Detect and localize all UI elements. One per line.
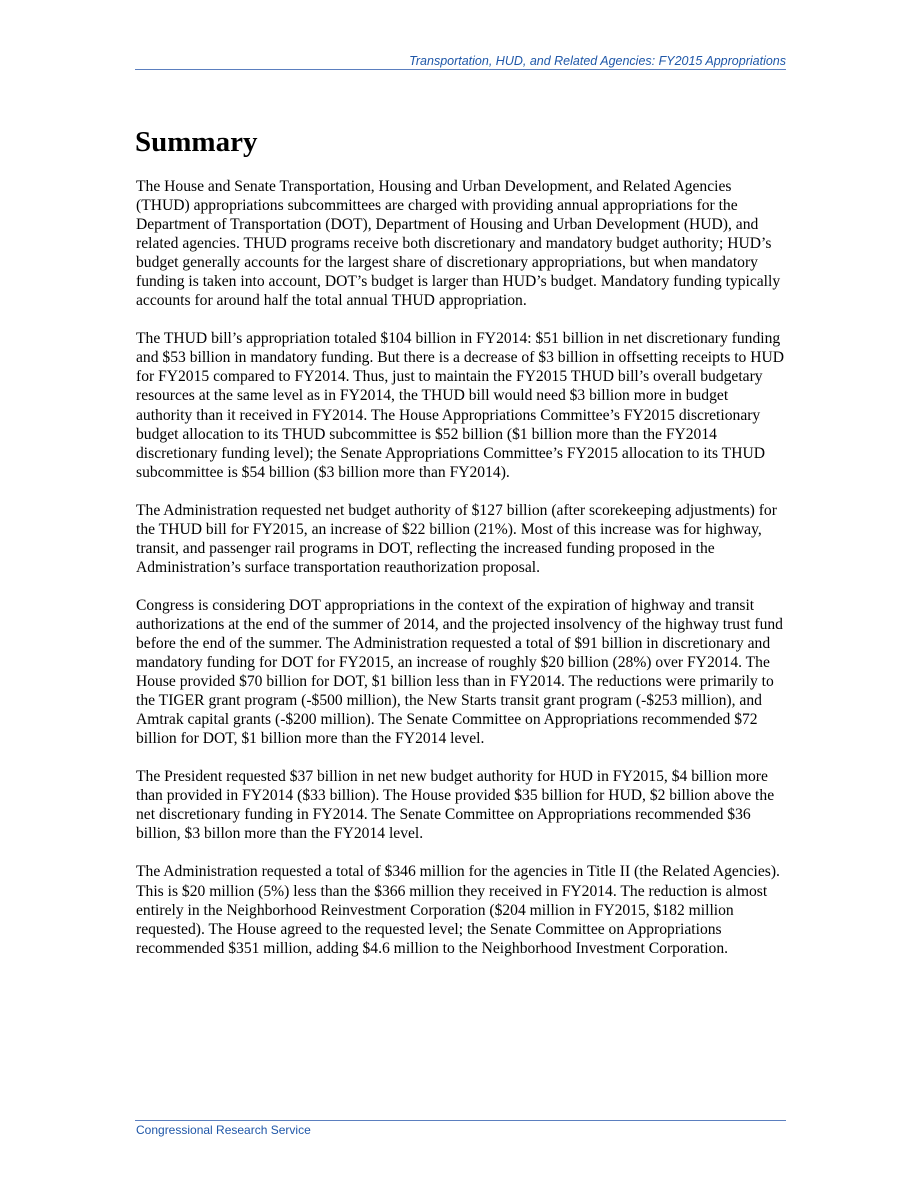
paragraph: Congress is considering DOT appropriations in the context of the expiration of highway and transit authorizations at the end of the summer of 2014, and the projected insolvency of the highway trust fund before the end of the summer. The Administration requested a total of $91 billion in discretionary and mandatory funding for DOT for FY2015, an increase of roughly $20 billion (28%) over FY2014. The House provided $70 billion for DOT, $1 billion less than in FY2014. The reductions were primarily to the TIGER grant program (-$500 million), the New Starts transit grant program (-$253 million), and Amtrak capital grants (-$200 million). The Senate Committee on Appropriations recommended $72 billion for DOT, $1 billion more than the FY2014 level. [136, 596, 783, 748]
footer-source: Congressional Research Service [136, 1123, 311, 1137]
running-header: Transportation, HUD, and Related Agencies: FY2015 Appropriations [409, 54, 786, 68]
paragraph: The Administration requested a total of $346 million for the agencies in Title II (the Related Agencies). This is $20 million (5%) less than the $366 million they received in FY2014. The reduction is almost entirely in the Neighborhood Reinvestment Corporation ($204 million in FY2015, $182 million requested). The House agreed to the requested level; the Senate Committee on Appropriations recommended $351 million, adding $4.6 million to the Neighborhood Investment Corporation. [136, 863, 780, 957]
footer-divider [135, 1120, 786, 1121]
section-title: Summary [135, 126, 258, 158]
paragraph: The Administration requested net budget authority of $127 billion (after scorekeeping adjustments) for the THUD bill for FY2015, an increase of $22 billion (21%). Most of this increase was for highway, transit, and passenger rail programs in DOT, reflecting the increased funding proposed in the Administration’s surface transportation reauthorization proposal. [136, 501, 777, 576]
paragraph: The THUD bill’s appropriation totaled $104 billion in FY2014: $51 billion in net discretionary funding and $53 billion in mandatory funding. But there is a decrease of $3 billion in offsetting receipts to HUD for FY2015 compared to FY2014. Thus, just to maintain the FY2015 THUD bill’s overall budgetary resources at the same level as in FY2014, the THUD bill would need $3 billion more in budget authority than it received in FY2014. The House Appropriations Committee’s FY2015 discretionary budget allocation to its THUD subcommittee is $52 billion ($1 billion more than the FY2014 discretionary funding level); the Senate Appropriations Committee’s FY2015 allocation to its THUD subcommittee is $54 billion ($3 billion more than FY2014). [136, 330, 785, 481]
paragraph: The House and Senate Transportation, Housing and Urban Development, and Related Agencies (THUD) appropriations subcommittees are charged with providing annual appropriations for the Department of Transportation (DOT), Department of Housing and Urban Development (HUD), and related agencies. THUD programs receive both discretionary and mandatory budget authority; HUD’s budget generally accounts for the largest share of discretionary appropriations, but when mandatory funding is taken into account, DOT’s budget is larger than HUD’s budget. Mandatory funding typically accounts for around half the total annual THUD appropriation. [136, 178, 781, 310]
summary-body [136, 177, 788, 977]
header-divider [135, 69, 786, 70]
paragraph: The President requested $37 billion in net new budget authority for HUD in FY2015, $4 billion more than provided in FY2014 ($33 billion). The House provided $35 billion for HUD, $2 billion above the net discretionary funding in FY2014. The Senate Committee on Appropriations recommended $36 billion, $3 billon more than the FY2014 level. [136, 768, 775, 843]
